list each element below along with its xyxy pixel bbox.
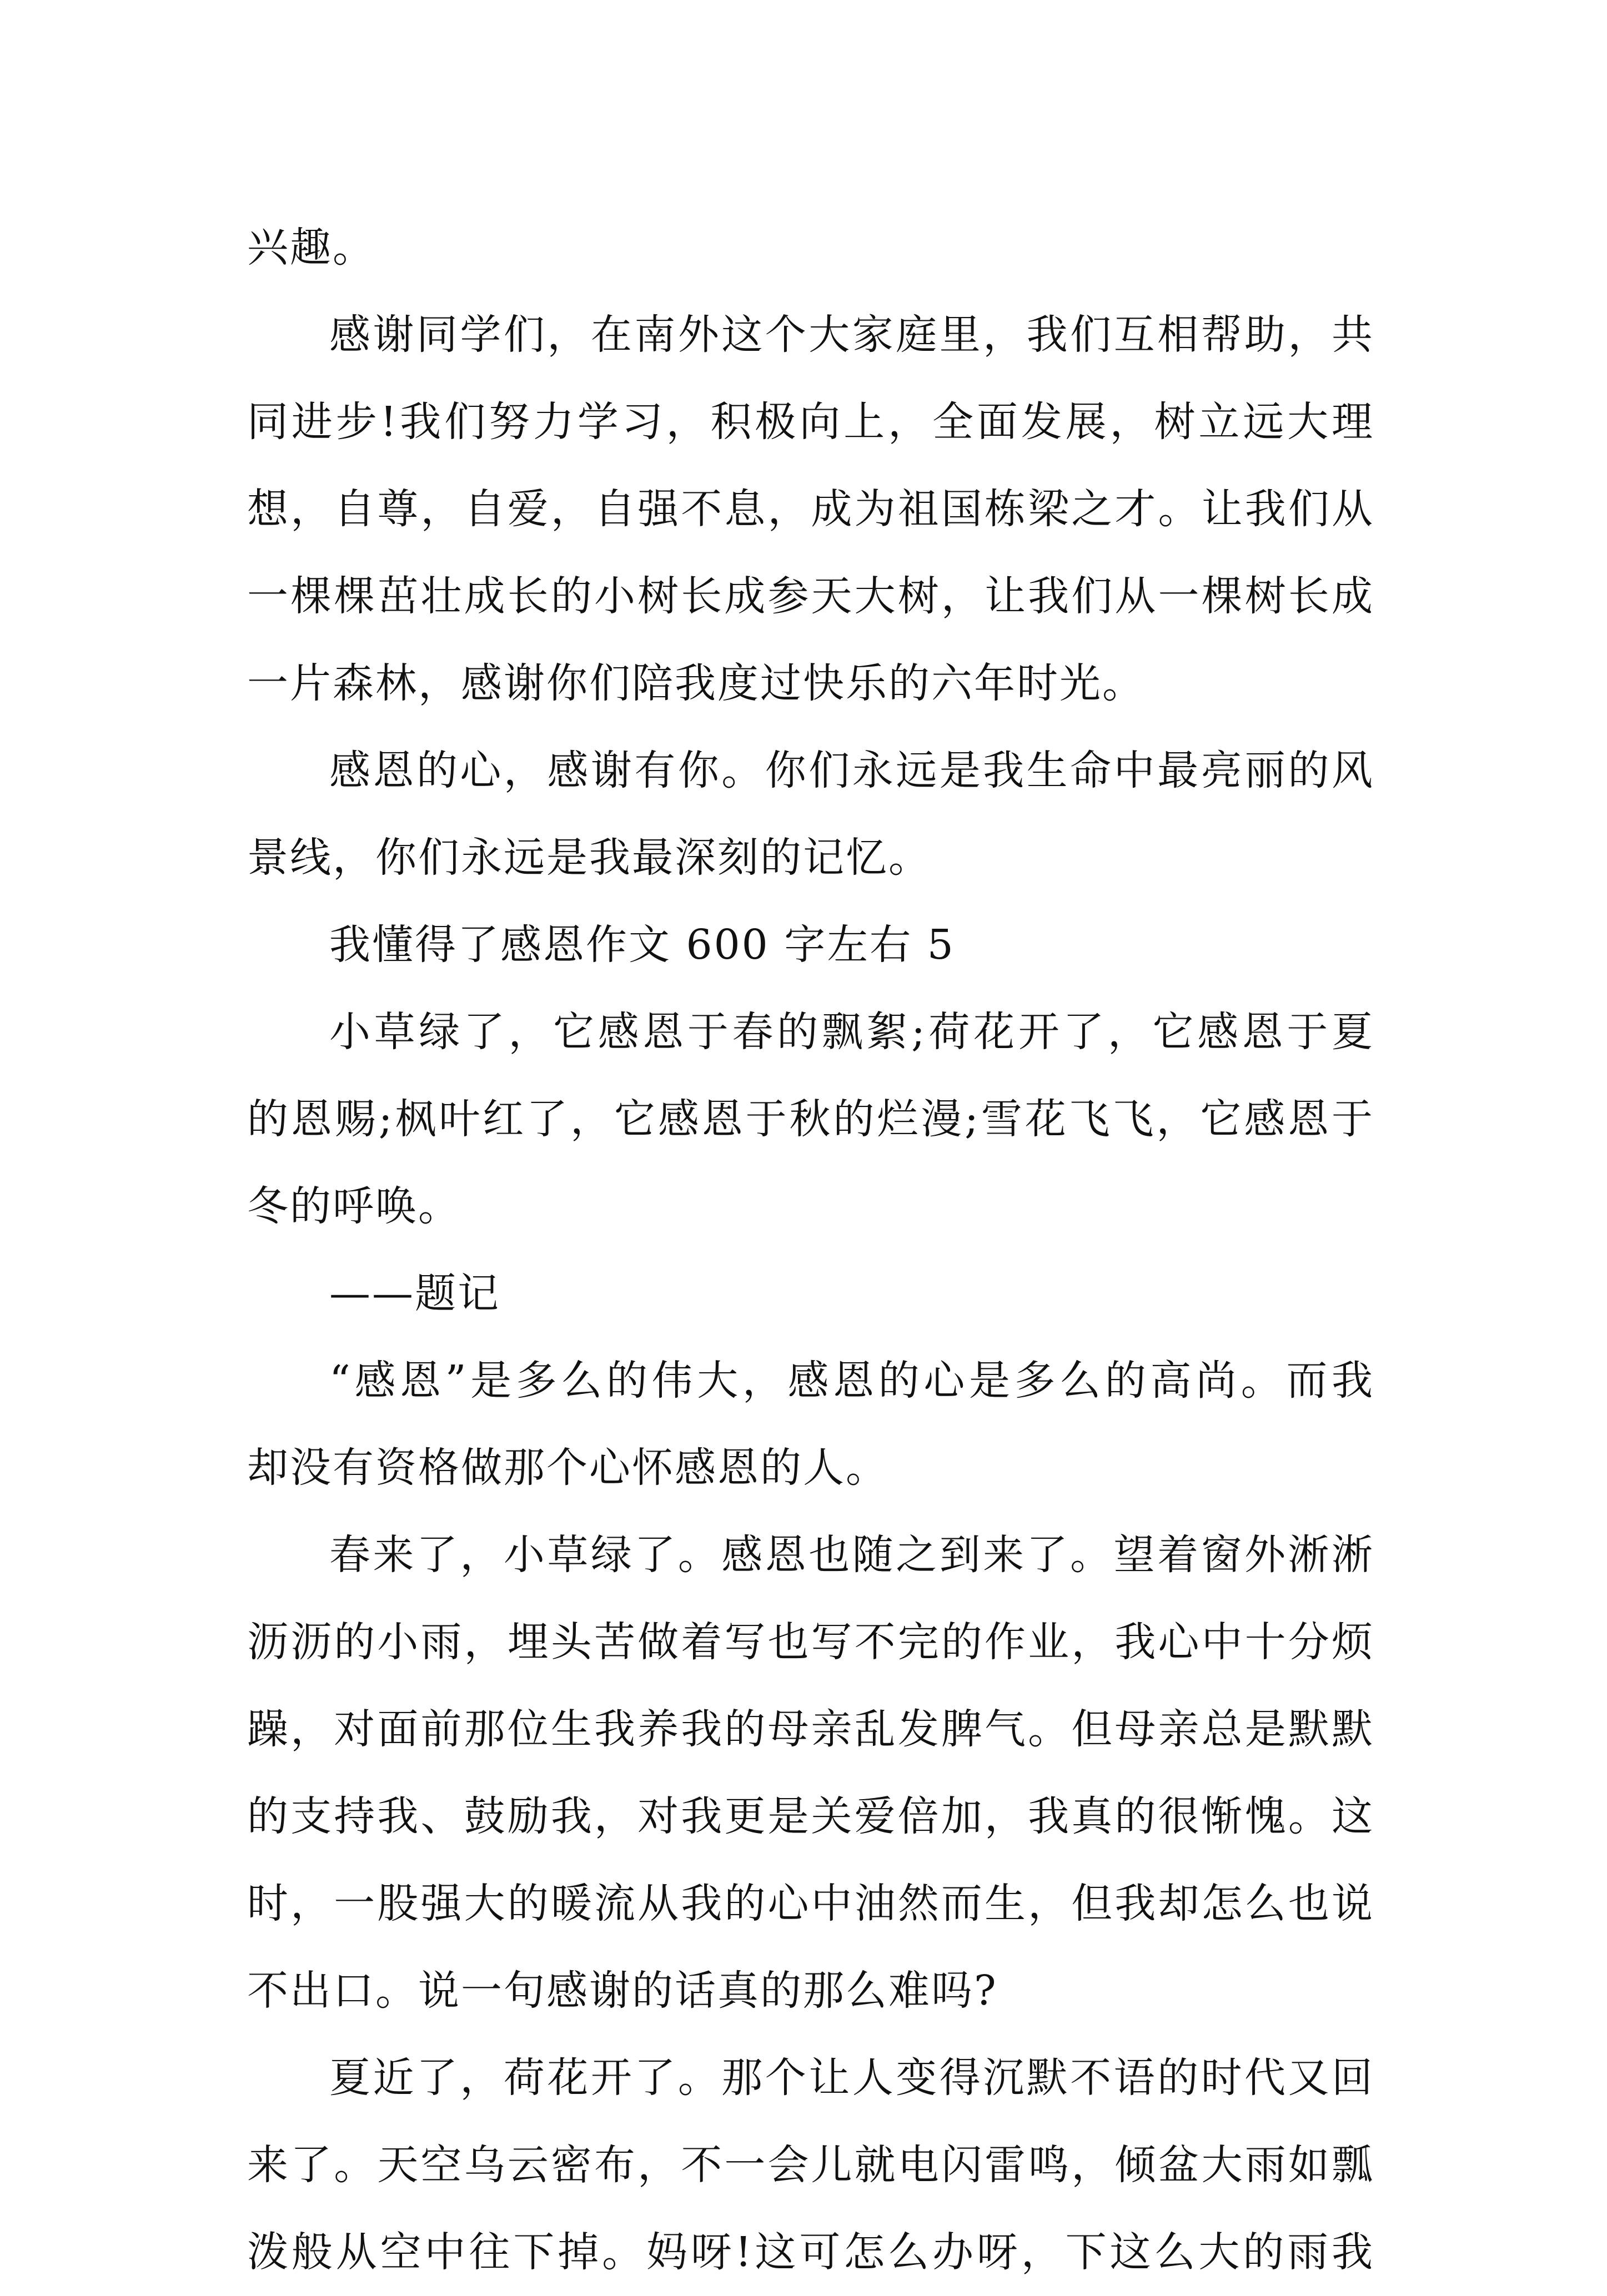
text-line: 兴趣。 bbox=[247, 224, 375, 271]
text-line: 躁，对面前那位生我养我的母亲乱发脾气。但母亲总是默默 bbox=[247, 1705, 1374, 1753]
text-line: 不出口。说一句感谢的话真的那么难吗? bbox=[247, 1967, 998, 2015]
text-line: 冬的呼唤。 bbox=[247, 1182, 461, 1230]
text-line: 想，自尊，自爱，自强不息，成为祖国栋梁之才。让我们从 bbox=[247, 485, 1374, 533]
document-body bbox=[247, 204, 1374, 2296]
text-line: 来了。天空乌云密布，不一会儿就电闪雷鸣，倾盆大雨如瓢 bbox=[247, 2141, 1374, 2189]
text-line: 沥沥的小雨，埋头苦做着写也写不完的作业，我心中十分烦 bbox=[247, 1618, 1374, 1666]
text-line: 夏近了，荷花开了。那个让人变得沉默不语的时代又回 bbox=[329, 2054, 1374, 2102]
text-line: 一片森林，感谢你们陪我度过快乐的六年时光。 bbox=[247, 659, 1145, 707]
text-line: 小草绿了，它感恩于春的飘絮;荷花开了，它感恩于夏 bbox=[329, 1008, 1374, 1056]
text-line: 我懂得了感恩作文 600 字左右 5 bbox=[329, 921, 955, 969]
text-line: ——题记 bbox=[329, 1270, 500, 1317]
text-line: 却没有资格做那个心怀感恩的人。 bbox=[247, 1444, 888, 1492]
text-line: 的恩赐;枫叶红了，它感恩于秋的烂漫;雪花飞飞，它感恩于 bbox=[247, 1095, 1374, 1143]
text-line: 的支持我、鼓励我，对我更是关爱倍加，我真的很惭愧。这 bbox=[247, 1793, 1374, 1840]
text-line: 春来了，小草绿了。感恩也随之到来了。望着窗外淅淅 bbox=[329, 1531, 1374, 1579]
text-line: “感恩”是多么的伟大，感恩的心是多么的高尚。而我 bbox=[329, 1357, 1374, 1404]
text-line: 感恩的心，感谢有你。你们永远是我生命中最亮丽的风 bbox=[329, 747, 1374, 794]
text-line: 一棵棵茁壮成长的小树长成参天大树，让我们从一棵树长成 bbox=[247, 572, 1374, 620]
text-line: 时，一股强大的暖流从我的心中油然而生，但我却怎么也说 bbox=[247, 1880, 1374, 1927]
text-line: 景线，你们永远是我最深刻的记忆。 bbox=[247, 834, 931, 882]
text-line: 泼般从空中往下掉。妈呀!这可怎么办呀，下这么大的雨我 bbox=[247, 2228, 1374, 2276]
text-line: 同进步!我们努力学习，积极向上，全面发展，树立远大理 bbox=[247, 398, 1374, 446]
text-line: 感谢同学们，在南外这个大家庭里，我们互相帮助，共 bbox=[329, 311, 1374, 359]
